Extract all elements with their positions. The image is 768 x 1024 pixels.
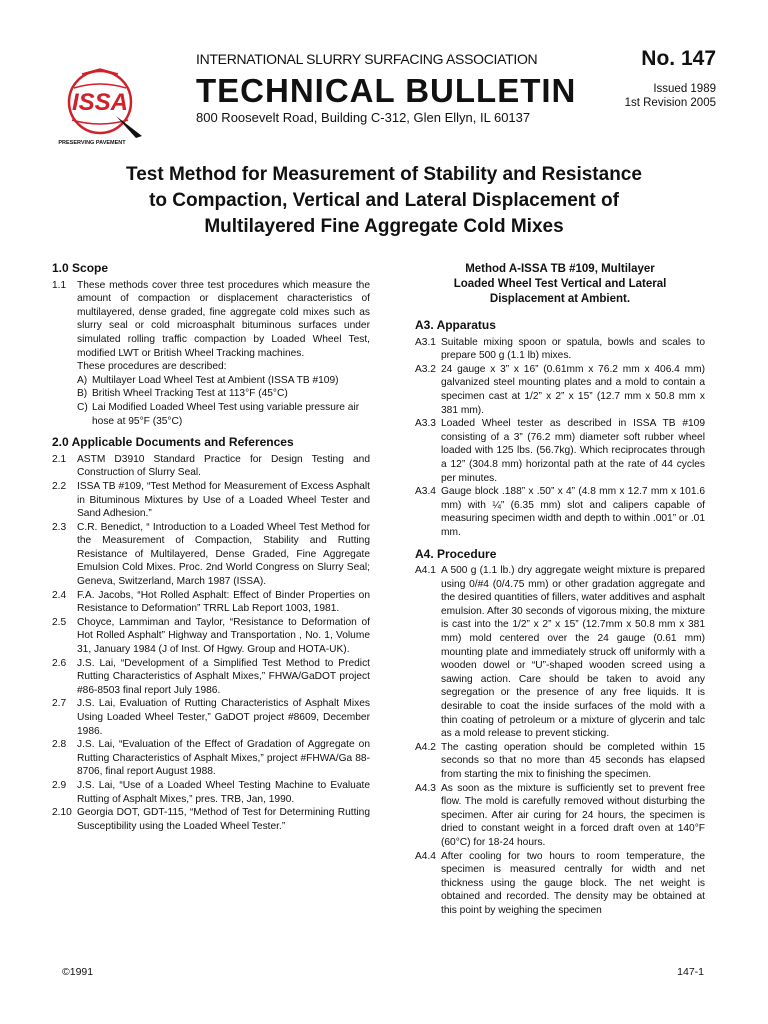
procedure-label: B) [77, 388, 88, 400]
apparatus-heading: A3. Apparatus [415, 318, 496, 332]
item-number: 2.3 [52, 521, 67, 533]
item-number: 2.1 [52, 453, 67, 465]
revision-date: 1st Revision 2005 [624, 97, 716, 109]
item-number: A3.2 [415, 363, 436, 375]
scope-intro: These procedures are described: [77, 361, 227, 373]
procedure-text: Multilayer Load Wheel Test at Ambient (ISSA TB #109) [92, 374, 339, 386]
procedure-item [415, 564, 705, 741]
item-number: 2.7 [52, 698, 67, 710]
copyright: ©1991 [62, 966, 94, 978]
document-title [40, 162, 728, 240]
reference-item [52, 697, 370, 738]
organization-name: INTERNATIONAL SLURRY SURFACING ASSOCIATION [196, 51, 538, 67]
item-text: J.S. Lai, Evaluation of Rutting Characteristics of Asphalt Mixes Using Loaded Wheel Tester,” GaDOT project #8609, December 1986. [77, 698, 370, 737]
procedure-item [415, 741, 705, 782]
issa-logo [52, 66, 148, 150]
item-text: The casting operation should be completed within 15 seconds so that no more than 45 seconds has elapsed from starting the mix to finishing the specimen. [441, 741, 705, 780]
procedure-item [415, 782, 705, 850]
item-number: 2.8 [52, 739, 67, 751]
address: 800 Roosevelt Road, Building C-312, Glen Ellyn, IL 60137 [196, 110, 531, 125]
procedure-text: British Wheel Tracking Test at 113°F (45°C) [92, 388, 288, 400]
item-number: A3.1 [415, 336, 436, 348]
issa-logo-emblem [52, 66, 148, 150]
scope-item [52, 279, 370, 361]
item-text: Suitable mixing spoon or spatula, bowls and scales to prepare 500 g (1.1 lb) mixes. [441, 336, 705, 362]
item-number: A4.4 [415, 850, 436, 862]
procedure-list-item [52, 374, 370, 388]
reference-item [52, 657, 370, 698]
item-text: F.A. Jacobs, “Hot Rolled Asphalt: Effect of Binder Properties on Resistance to Deformation” TRRL Lab Report 1003, 1981. [77, 589, 370, 615]
procedure-label: C) [77, 401, 88, 413]
item-text: A 500 g (1.1 lb.) dry aggregate weight mixture is prepared using 0/#4 (0/4.75 mm) or other gradation aggregate and the desired quantities of fillers, water additives and asphalt emulsion. After 30 seconds of vigorous mixing, the mixture is cast into the 1/2” x 2” x 15” (12.7mm x 50.8 mm x 381 mm) mold centered over the 24 gauge (0.61 mm) mounting plate and immediately struck off uniformly with a wooden dowel or “U”-shaped wooden screed using a sawing action. Care should be taken to avoid any segregation or the presence of any free liquids. It is desirable to coat the inside surfaces of the mold with a thin coating of petroleum or a mixture of glycerin and talc as a mold release to prevent sticking. [441, 565, 705, 740]
procedure-heading: A4. Procedure [415, 546, 497, 561]
item-number: 2.5 [52, 616, 67, 628]
apparatus-item [415, 336, 705, 363]
issued-date: Issued 1989 [653, 83, 716, 95]
reference-item [52, 806, 370, 833]
issue-info [625, 82, 716, 110]
reference-item [52, 453, 370, 480]
item-text: Gauge block .188” x .50” x 4” (4.8 mm x 12.7 mm x 101.6 mm) with ¼” (6.35 mm) slot and calipers capable of measuring specimen width and depth to within .001” or .01 mm. [441, 486, 705, 538]
logo-tagline: PRESERVING PAVEMENT [58, 140, 126, 146]
references-heading: 2.0 Applicable Documents and References [52, 435, 294, 450]
item-text: J.S. Lai, “Use of a Loaded Wheel Testing Machine to Evaluate Rutting of Asphalt Mixes,” pres. TRB, Jan, 1990. [77, 779, 370, 805]
item-text: Loaded Wheel tester as described in ISSA TB #109 consisting of a 3” (76.2 mm) diameter soft rubber wheel loaded with 125 lbs. (56.7kg). Which reciprocates through a 12” (304.8 mm) horizontal path at the rate of 44 cycles per minutes. [441, 418, 705, 484]
item-number: 2.9 [52, 779, 67, 791]
reference-item [52, 589, 370, 616]
apparatus-item [415, 417, 705, 485]
item-text: These methods cover three test procedures which measure the amount of compaction or displacement characteristics of multilayered, dense graded, fine aggregate cold mixes such as slurry seal or cold microasphalt bituminous surfaces under simulated rolling traffic compaction by Loaded Wheel Test, modified LWT or British Wheel Tracking machines. [77, 279, 370, 359]
reference-item [52, 521, 370, 589]
reference-item [52, 779, 370, 806]
item-text: C.R. Benedict, “ Introduction to a Loaded Wheel Test Method for the Measurement of Compaction, Stability and Rutting Resistance of Multilayered, Dense Graded, Fine Aggregate Emulsion Cold Mixes. Proc. 2nd World Congress on Slurry Seal; Geneva, Switzerland, March 1987 (ISSA). [77, 521, 370, 588]
procedure-list-item [52, 387, 370, 401]
item-number: A4.3 [415, 782, 436, 794]
item-text: After cooling for two hours to room temperature, the specimen is measured centrally for width and net thickness using the gauge block. The net weight is obtained and recorded. The density may be obtained at this point by weighing the specimen [441, 850, 705, 916]
item-number: 2.4 [52, 589, 67, 601]
reference-item [52, 616, 370, 657]
item-number: A4.1 [415, 565, 436, 577]
left-column [52, 262, 370, 833]
item-number: A4.2 [415, 741, 436, 753]
logo-text: ISSA [71, 89, 129, 116]
item-text: Choyce, Lammiman and Taylor, “Resistance to Deformation of Hot Rolled Asphalt” Highway and Transportation , No. 1, Volume 31, January 1984 (J of Inst. Of Hgwy. Group and HOTA-UK). [77, 616, 370, 656]
apparatus-item [415, 363, 705, 417]
procedure-text: Lai Modified Loaded Wheel Test using variable pressure air hose at 95°F (35°C) [92, 401, 360, 427]
scope-heading: 1.0 Scope [52, 261, 109, 275]
item-text: 24 gauge x 3” x 16” (0.61mm x 76.2 mm x 406.4 mm) galvanized steel mounting plates and a mold to contain a specimen cast at 1/2” x 2” x 15” (12.7 mm x 50.8 mm x 381 mm). [441, 363, 705, 416]
title-line: to Compaction, Vertical and Lateral Displacement of [149, 190, 619, 211]
item-text: J.S. Lai, “Development of a Simplified Test Method to Predict Rutting Characteristics of Asphalt Mixes,” FHWA/GaDOT project #86-8503 final report July 1986. [77, 657, 370, 696]
method-line: Displacement at Ambient. [489, 293, 631, 305]
item-text: ASTM D3910 Standard Practice for Design Testing and Construction of Slurry Seal. [77, 453, 370, 479]
bulletin-number: No. 147 [641, 47, 716, 70]
reference-item [52, 738, 370, 779]
page-number: 147-1 [677, 966, 704, 978]
item-number: 2.2 [52, 480, 67, 492]
method-line: Method A-ISSA TB #109, Multilayer [465, 263, 655, 275]
right-column [415, 262, 705, 918]
procedure-list-item [52, 401, 370, 428]
item-text: J.S. Lai, “Evaluation of the Effect of Gradation of Aggregate on Rutting Characteristics of Asphalt Mixes,” project #FHWA/Ga 88-8706, final report August 1988. [77, 739, 370, 778]
method-line: Loaded Wheel Test Vertical and Lateral [453, 278, 667, 290]
procedure-item [415, 850, 705, 918]
title-line: Multilayered Fine Aggregate Cold Mixes [204, 216, 564, 237]
item-number: 2.10 [52, 807, 72, 819]
apparatus-item [415, 485, 705, 539]
bulletin-label: TECHNICAL BULLETIN [196, 72, 577, 109]
item-number: 2.6 [52, 657, 67, 669]
item-number: A3.3 [415, 418, 436, 430]
method-a-heading [415, 262, 705, 307]
item-text: Georgia DOT, GDT-115, “Method of Test for Determining Rutting Susceptibility using the Loaded Wheel Tester.” [77, 807, 370, 832]
item-text: ISSA TB #109, “Test Method for Measurement of Excess Asphalt in Bituminous Mixtures by Use of a Loaded Wheel Tester and Sand Adhesion.” [77, 480, 370, 520]
item-number: A3.4 [415, 486, 436, 498]
item-number: 1.1 [52, 279, 67, 291]
procedure-label: A) [77, 374, 88, 386]
reference-item [52, 480, 370, 521]
item-text: As soon as the mixture is sufficiently set to prevent free flow. The mold is carefully removed without disturbing the specimen. After air curing for 24 hours, the specimen is dried to constant weight in a forced draft oven at 140°F (60°C) for 18-24 hours. [441, 782, 705, 848]
title-line: Test Method for Measurement of Stability and Resistance [126, 164, 642, 185]
